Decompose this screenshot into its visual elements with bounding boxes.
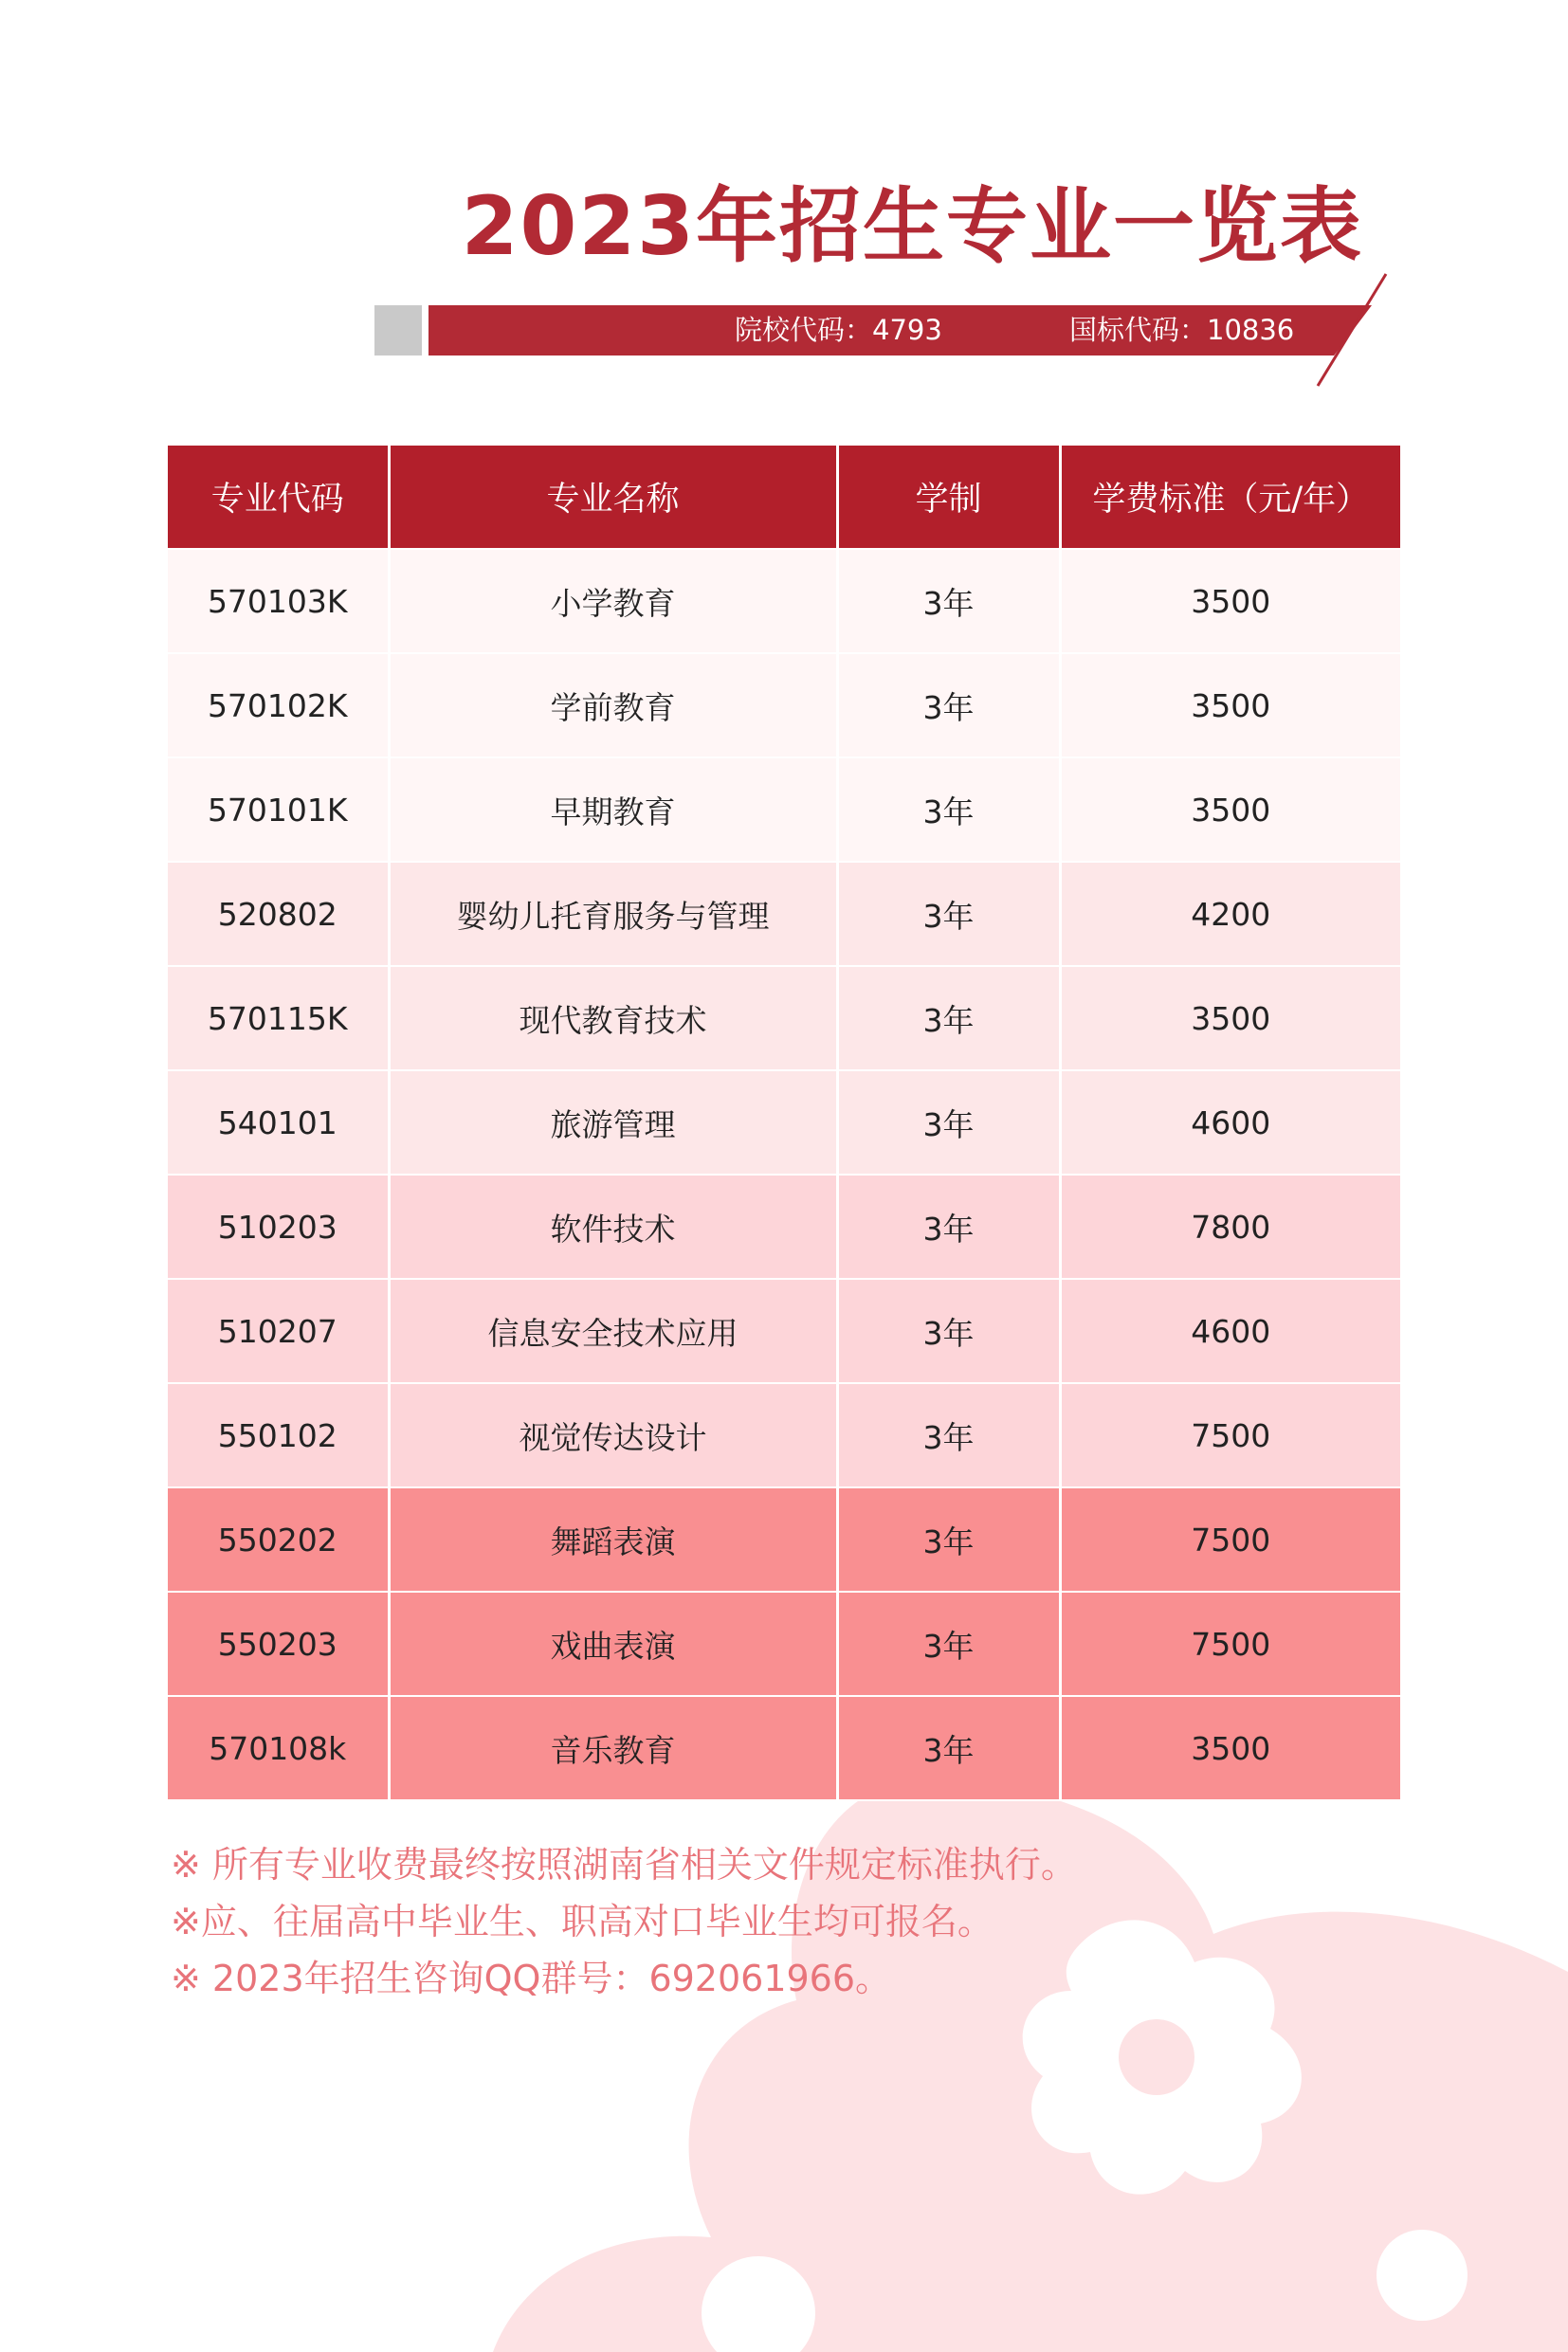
cell-code: 570108k xyxy=(168,1696,389,1800)
cell-code: 570101K xyxy=(168,757,389,862)
table-row xyxy=(168,1070,1400,1175)
table-row xyxy=(168,1383,1400,1487)
cell-name: 旅游管理 xyxy=(389,1070,837,1175)
cell-tuition: 4200 xyxy=(1060,862,1400,966)
cell-tuition: 7500 xyxy=(1060,1383,1400,1487)
cell-duration: 3年 xyxy=(837,1279,1060,1383)
majors-table xyxy=(168,446,1400,1801)
cell-code: 540101 xyxy=(168,1070,389,1175)
cell-name: 舞蹈表演 xyxy=(389,1487,837,1592)
column-header-tuition: 学费标准（元/年） xyxy=(1060,446,1400,549)
cell-tuition: 3500 xyxy=(1060,549,1400,653)
title-accent-block xyxy=(374,305,422,356)
cell-name: 戏曲表演 xyxy=(389,1592,837,1696)
table-row xyxy=(168,862,1400,966)
cell-code: 510203 xyxy=(168,1175,389,1279)
cell-tuition: 7500 xyxy=(1060,1592,1400,1696)
cell-duration: 3年 xyxy=(837,1592,1060,1696)
cell-name: 软件技术 xyxy=(389,1175,837,1279)
cell-duration: 3年 xyxy=(837,862,1060,966)
cell-code: 550203 xyxy=(168,1592,389,1696)
cell-tuition: 3500 xyxy=(1060,1696,1400,1800)
cell-duration: 3年 xyxy=(837,1696,1060,1800)
cell-code: 510207 xyxy=(168,1279,389,1383)
cell-tuition: 3500 xyxy=(1060,757,1400,862)
table-row xyxy=(168,757,1400,862)
column-header-code: 专业代码 xyxy=(168,446,389,549)
cell-duration: 3年 xyxy=(837,549,1060,653)
cell-code: 550102 xyxy=(168,1383,389,1487)
table-row xyxy=(168,1175,1400,1279)
cell-duration: 3年 xyxy=(837,757,1060,862)
table-row xyxy=(168,1279,1400,1383)
cell-duration: 3年 xyxy=(837,653,1060,757)
cell-code: 520802 xyxy=(168,862,389,966)
cell-tuition: 4600 xyxy=(1060,1279,1400,1383)
cell-duration: 3年 xyxy=(837,1070,1060,1175)
column-header-duration: 学制 xyxy=(837,446,1060,549)
cell-duration: 3年 xyxy=(837,966,1060,1070)
table-row xyxy=(168,1487,1400,1592)
table-row xyxy=(168,653,1400,757)
table-header-row xyxy=(168,446,1400,549)
cell-name: 小学教育 xyxy=(389,549,837,653)
cell-name: 音乐教育 xyxy=(389,1696,837,1800)
note-fee-standard: ※ 所有专业收费最终按照湖南省相关文件规定标准执行。 xyxy=(171,1844,1077,1886)
note-qq-group: ※ 2023年招生咨询QQ群号：692061966。 xyxy=(171,1958,892,1999)
cell-duration: 3年 xyxy=(837,1383,1060,1487)
national-code-label: 国标代码：10836 xyxy=(1069,314,1295,346)
cell-duration: 3年 xyxy=(837,1175,1060,1279)
column-header-name: 专业名称 xyxy=(389,446,837,549)
cell-name: 现代教育技术 xyxy=(389,966,837,1070)
cell-code: 570115K xyxy=(168,966,389,1070)
footnotes xyxy=(171,1836,1077,2007)
table-row xyxy=(168,1696,1400,1800)
cell-tuition: 4600 xyxy=(1060,1070,1400,1175)
cell-tuition: 7800 xyxy=(1060,1175,1400,1279)
cell-tuition: 3500 xyxy=(1060,966,1400,1070)
cell-tuition: 3500 xyxy=(1060,653,1400,757)
table-row xyxy=(168,1592,1400,1696)
cell-name: 婴幼儿托育服务与管理 xyxy=(389,862,837,966)
cell-name: 早期教育 xyxy=(389,757,837,862)
table-row xyxy=(168,966,1400,1070)
note-eligibility: ※应、往届高中毕业生、职高对口毕业生均可报名。 xyxy=(171,1901,994,1942)
cell-code: 570103K xyxy=(168,549,389,653)
school-code-label: 院校代码：4793 xyxy=(735,314,942,346)
page-title: 2023年招生专业一览表 xyxy=(461,179,1363,274)
table-row xyxy=(168,549,1400,653)
cell-code: 570102K xyxy=(168,653,389,757)
cell-code: 550202 xyxy=(168,1487,389,1592)
cell-tuition: 7500 xyxy=(1060,1487,1400,1592)
banner-slash-line xyxy=(1308,270,1403,393)
cell-name: 信息安全技术应用 xyxy=(389,1279,837,1383)
cell-name: 视觉传达设计 xyxy=(389,1383,837,1487)
cell-duration: 3年 xyxy=(837,1487,1060,1592)
cell-name: 学前教育 xyxy=(389,653,837,757)
